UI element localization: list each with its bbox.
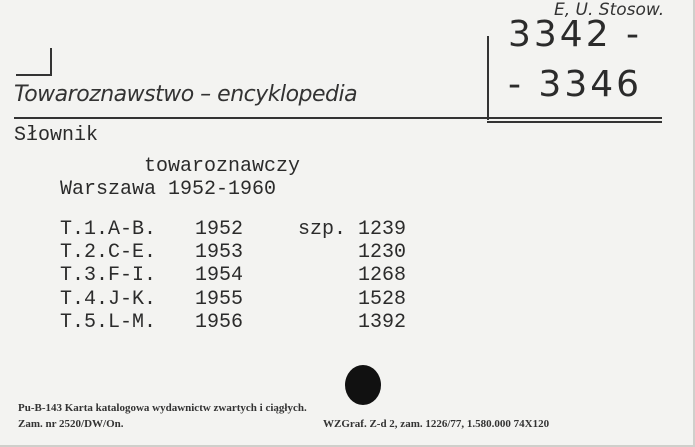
volume-4-code: 1528: [358, 288, 407, 311]
volume-3-code: 1268: [358, 264, 407, 287]
volume-1-prefix: szp.: [298, 218, 347, 241]
horizontal-divider: [14, 117, 662, 119]
footer-line-2-right: WZGraf. Z-d 2, zam. 1226/77, 1.580.000 74X120: [323, 418, 550, 430]
handwritten-title: Towaroznawstwo – encyklopedia: [14, 82, 358, 107]
shelf-number-1: 3342 -: [508, 14, 643, 55]
volume-4-year: 1955: [195, 288, 244, 311]
vertical-divider: [487, 36, 489, 120]
volume-5-code: 1392: [358, 311, 407, 334]
punch-hole: [345, 365, 381, 405]
horizontal-divider-right: [487, 121, 662, 123]
volume-2-year: 1953: [195, 241, 244, 264]
volume-1-code: 1239: [358, 218, 407, 241]
volume-5-year: 1956: [195, 311, 244, 334]
volume-1-label: T.1.A-B.: [60, 218, 157, 241]
volume-4-label: T.4.J-K.: [60, 288, 157, 311]
footer-line-1: Pu-B-143 Karta katalogowa wydawnictw zwartych i ciągłych.: [18, 402, 307, 414]
typed-line-2: towaroznawczy: [144, 155, 301, 178]
footer-line-2-left: Zam. nr 2520/DW/On.: [18, 418, 124, 430]
volume-3-label: T.3.F-I.: [60, 264, 157, 287]
volume-2-code: 1230: [358, 241, 407, 264]
shelf-number-2: - 3346: [508, 64, 643, 105]
typed-line-1: Słownik: [14, 124, 99, 147]
volume-1-year: 1952: [195, 218, 244, 241]
volume-5-label: T.5.L-M.: [60, 311, 157, 334]
volume-3-year: 1954: [195, 264, 244, 287]
handwritten-note: E, U. Stosow.: [554, 0, 665, 20]
volume-2-label: T.2.C-E.: [60, 241, 157, 264]
typed-line-3: Warszawa 1952-1960: [60, 178, 277, 201]
corner-mark: [16, 48, 52, 76]
